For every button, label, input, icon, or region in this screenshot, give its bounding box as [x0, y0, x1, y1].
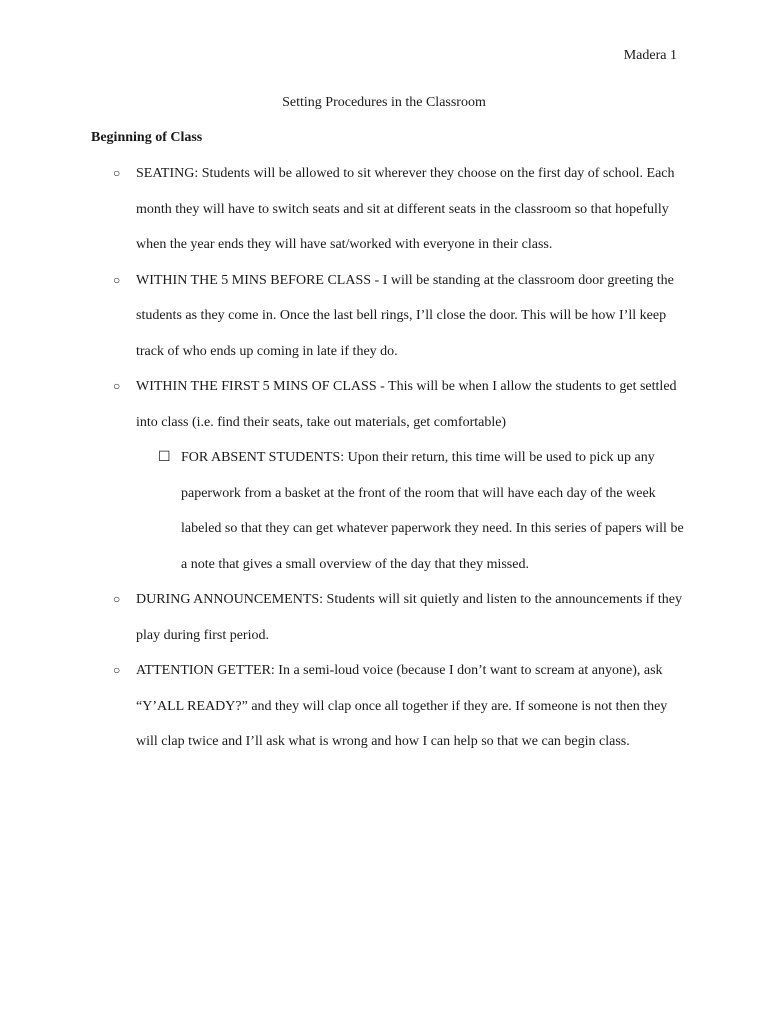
list-item-seating [91, 156, 691, 263]
procedure-list [91, 156, 691, 760]
sub-item-text: FOR ABSENT STUDENTS: Upon their return, this time will be used to pick up any paperwork from a basket at the front of the room that will have each day of the week labeled so that they can get whatever paperwork they need. In this series of papers will be a note that gives a small overview of the day that they missed. [181, 450, 684, 572]
list-item-text: WITHIN THE FIRST 5 MINS OF CLASS - This will be when I allow the students to get settled into class (i.e. find their seats, take out materials, get comfortable) [136, 379, 677, 430]
circle-bullet-icon: ○ [113, 592, 121, 606]
sub-item-absent-students [136, 440, 691, 582]
circle-bullet-icon: ○ [113, 166, 121, 180]
section-heading: Beginning of Class [91, 130, 203, 145]
list-item-text: WITHIN THE 5 MINS BEFORE CLASS - I will be standing at the classroom door greeting the students as they come in. Once the last bell rings, I’ll close the door. This will be how I’ll keep track of who ends up coming in late if they do. [136, 272, 674, 359]
circle-bullet-icon: ○ [113, 272, 121, 287]
page-header-label: Madera 1 [623, 48, 677, 63]
list-item-text: SEATING: Students will be allowed to sit wherever they choose on the first day of school. Each month they will have to switch seats and sit at different seats in the classroom so that hopefully when the year ends they will have sat/worked with everyone in their class. [136, 166, 675, 252]
circle-bullet-icon: ○ [113, 379, 121, 393]
list-item-attention-getter [91, 653, 691, 760]
sub-list [136, 440, 691, 582]
square-bullet-icon: ☐ [158, 450, 171, 465]
list-item-text: ATTENTION GETTER: In a semi-loud voice (because I don’t want to scream at anyone), ask “Y’ALL READY?” and they will clap once all together if they are. If someone is not then they will clap twice and I’ll ask what is wrong and how I can help so that we can begin class. [136, 663, 668, 749]
list-item-first-minutes [91, 369, 691, 582]
circle-bullet-icon: ○ [113, 663, 121, 677]
list-item-announcements [91, 582, 691, 653]
document-title: Setting Procedures in the Classroom [282, 95, 486, 110]
list-item-text: DURING ANNOUNCEMENTS: Students will sit quietly and listen to the announcements if they play during first period. [136, 592, 682, 643]
list-item-before-class [91, 263, 691, 370]
